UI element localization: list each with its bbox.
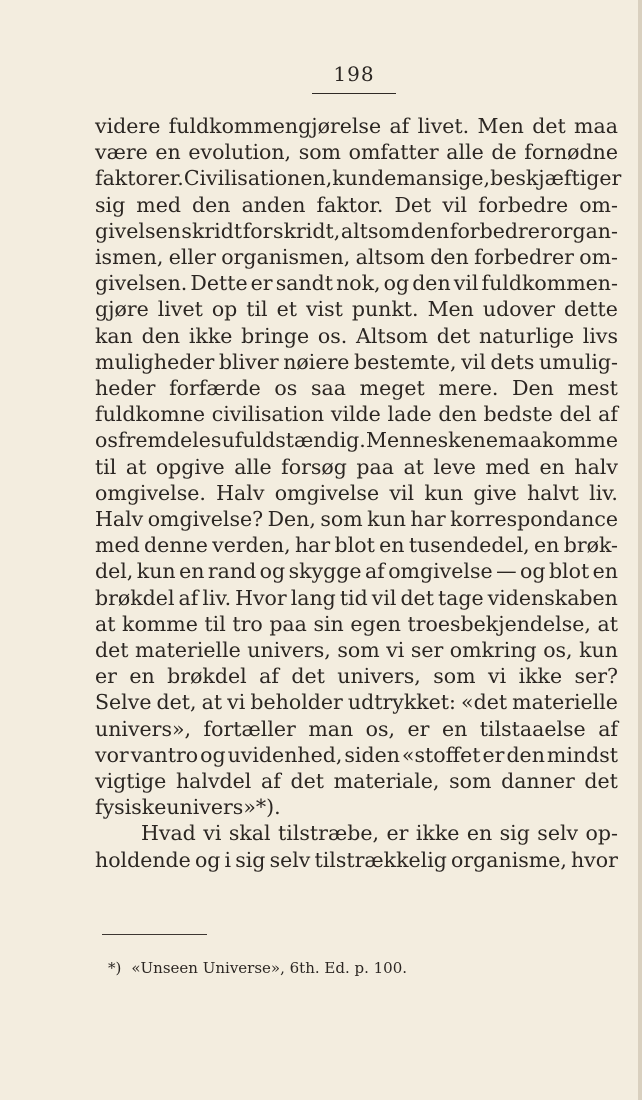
text-line (95, 454, 618, 480)
text-word: heder (95, 376, 156, 401)
text-word: den (438, 402, 477, 427)
text-word: Halv (216, 480, 265, 505)
text-word: som (433, 664, 476, 689)
text-word: leve (433, 454, 476, 479)
text-word: Det (394, 192, 432, 217)
text-word: videre (95, 114, 161, 138)
text-word: skridt (181, 218, 243, 243)
text-line (95, 820, 618, 846)
text-word: omgivelse. (95, 480, 206, 505)
text-word: omfatter (348, 140, 439, 165)
text-word: materielle (135, 638, 241, 663)
header-rule (312, 93, 396, 94)
text-word: har (294, 533, 331, 558)
text-word: op- (585, 821, 618, 846)
text-word: videnskaben (487, 585, 618, 610)
text-word: tage (437, 585, 484, 610)
text-word: punkt. (351, 297, 419, 322)
text-word: til (204, 611, 226, 636)
text-word: faktor. (316, 192, 384, 217)
text-word: den (412, 271, 451, 296)
text-word: lang (290, 585, 336, 610)
text-word: umulig- (538, 349, 618, 374)
text-word: den (192, 192, 231, 217)
text-word: omgivelse (388, 559, 493, 584)
text-word: Dette (190, 271, 248, 296)
text-line (95, 139, 618, 165)
text-word: beholder (250, 690, 343, 715)
text-word: livet (157, 297, 203, 322)
text-word: udtrykket: (347, 690, 456, 715)
text-line (95, 742, 618, 768)
text-line (95, 270, 618, 296)
text-word: det (400, 585, 434, 610)
text-word: en (534, 533, 560, 558)
text-word: troesbekjendelse, (407, 611, 591, 636)
text-word: en (592, 559, 618, 584)
text-line (95, 637, 618, 663)
text-word: af (598, 402, 618, 427)
text-word: lade (387, 402, 432, 427)
text-line (95, 113, 618, 139)
text-word: Den (512, 376, 554, 401)
text-word: brøkdel (167, 664, 247, 689)
text-word: komme (122, 611, 198, 636)
footnote-marker: *) (108, 959, 122, 977)
text-word: er (386, 821, 409, 846)
text-word: er (407, 716, 430, 741)
text-word: korrespondance (450, 507, 618, 532)
text-word: den (506, 742, 545, 767)
text-word: mest (567, 376, 618, 401)
text-word: de (491, 140, 517, 165)
text-word: en (379, 533, 405, 558)
text-word: sig (499, 821, 530, 846)
text-line (95, 689, 618, 715)
text-word: forfærde (169, 376, 261, 401)
text-word: brøk- (563, 533, 618, 558)
text-word: det (95, 638, 129, 663)
text-line (95, 794, 618, 820)
text-word: alle (446, 140, 484, 165)
text-word: et (276, 297, 297, 322)
text-word: selv (269, 847, 311, 872)
text-word: os, (543, 638, 573, 663)
text-line (95, 847, 618, 873)
text-word: kun (136, 559, 176, 584)
text-line (95, 375, 618, 401)
text-word: det (584, 769, 618, 794)
text-word: Menneskene (365, 428, 499, 453)
footnote-text: «Unseen Universe», 6th. Ed. p. 100. (131, 959, 408, 977)
text-word: os, (365, 716, 396, 741)
text-word: eller (168, 245, 216, 270)
text-word: ser? (574, 664, 618, 689)
text-word: tro (232, 611, 263, 636)
text-line (95, 192, 618, 218)
text-word: givelsen (95, 218, 181, 243)
text-word: kun (424, 480, 464, 505)
text-word: ismen, (95, 245, 164, 270)
text-word: os (95, 428, 118, 453)
text-word: fornødne (524, 140, 618, 165)
text-word: vilde (330, 402, 381, 427)
text-word: en (129, 664, 155, 689)
text-word: vi (386, 638, 405, 663)
text-word: livet. (417, 114, 470, 138)
text-word: univers», (95, 716, 192, 741)
text-word: ikke (518, 664, 563, 689)
text-line (95, 585, 618, 611)
page-edge (638, 0, 642, 1100)
text-word: og (194, 847, 221, 872)
text-line (95, 218, 618, 244)
text-word: kan (95, 323, 133, 348)
text-word: blot (548, 559, 590, 584)
text-word: bringe (241, 323, 310, 348)
text-word: forsøg (281, 454, 347, 479)
text-line (95, 296, 618, 322)
text-word: saa (310, 376, 346, 401)
text-word: ikke (415, 821, 460, 846)
text-word: vil (453, 271, 479, 296)
text-word: det (291, 664, 325, 689)
text-word: organisme, (451, 847, 567, 872)
text-word: — (496, 559, 517, 584)
text-word: op (211, 297, 238, 322)
text-word: vi (487, 664, 507, 689)
text-word: sige, (441, 166, 491, 191)
text-line (95, 323, 618, 349)
text-word: fuldkommengjørelse (168, 114, 382, 138)
text-word: af (261, 769, 281, 794)
text-line (95, 506, 618, 532)
text-word: alle (234, 454, 272, 479)
text-word: Hvad (141, 821, 196, 846)
text-word: os. (317, 323, 348, 348)
text-word: tilstræbe, (278, 821, 379, 846)
text-word: en (155, 140, 181, 165)
footnote-rule (102, 934, 207, 935)
text-word: til (95, 454, 117, 479)
body-text (95, 113, 622, 873)
text-word: det (290, 769, 324, 794)
text-word: siden (344, 742, 400, 767)
text-word: er (250, 271, 273, 296)
text-word: kun (579, 638, 618, 663)
text-word: man (396, 166, 442, 191)
text-word: blot (334, 533, 375, 558)
text-word: liv. (589, 480, 618, 505)
text-word: hvor (570, 847, 618, 872)
text-word: Halv (95, 507, 144, 532)
text-word: vi (227, 690, 246, 715)
text-word: vi (203, 821, 222, 846)
text-word: verden, (212, 533, 291, 558)
text-word: danner (501, 769, 575, 794)
footnote (108, 958, 528, 978)
text-word: brøkdel (95, 585, 175, 610)
text-word: vil (389, 480, 415, 505)
text-word: i (224, 847, 232, 872)
text-word: tid (339, 585, 368, 610)
text-word: give (473, 480, 517, 505)
text-word: omgivelse? (147, 507, 264, 532)
text-word: fortæller (203, 716, 296, 741)
text-word: vigtige (95, 769, 167, 794)
text-word: fuldkommen- (481, 271, 618, 296)
text-word: altsom (355, 245, 425, 270)
text-word: opgive (155, 454, 225, 479)
text-word: civilisation (211, 402, 325, 427)
text-word: paa (269, 611, 307, 636)
text-word: skridt, (273, 218, 341, 243)
text-word: at (201, 690, 223, 715)
text-word: vil (461, 349, 486, 374)
text-word: vor (95, 742, 129, 767)
text-word: af (178, 585, 199, 610)
text-word: som (337, 638, 380, 663)
text-word: rand (207, 559, 257, 584)
text-word: ser (410, 638, 444, 663)
text-word: maa (574, 114, 618, 138)
text-word: at (95, 611, 116, 636)
text-line (95, 558, 618, 584)
text-word: egen (350, 611, 401, 636)
text-word: Civilisationen, (183, 166, 333, 191)
text-word: af (389, 114, 410, 138)
text-word: om- (579, 192, 618, 217)
text-line (95, 532, 618, 558)
text-word: som (449, 769, 492, 794)
text-word: materiale, (333, 769, 440, 794)
text-word: og (383, 271, 410, 296)
text-word: den (410, 218, 450, 243)
text-word: tilstrækkelig (314, 847, 447, 872)
text-line (95, 165, 622, 191)
text-word: Men (477, 114, 524, 138)
text-word: for (242, 218, 273, 243)
text-word: paa (356, 454, 394, 479)
text-word: den (141, 323, 181, 348)
text-word: af (259, 664, 279, 689)
text-line (95, 768, 618, 794)
text-word: halvdel (175, 769, 252, 794)
text-word: sin (313, 611, 344, 636)
text-word: at (597, 611, 618, 636)
text-word: anden (241, 192, 306, 217)
text-word: del, (95, 559, 134, 584)
text-word: muligheder (95, 349, 215, 374)
text-word: og (520, 559, 546, 584)
text-word: omkring (449, 638, 537, 663)
text-word: altsom (340, 218, 411, 243)
text-word: halvt (527, 480, 579, 505)
text-word: tilstaaelse (479, 716, 586, 741)
text-word: fuldkomne (95, 402, 206, 427)
text-word: at (403, 454, 424, 479)
text-word: udover (482, 297, 556, 322)
text-word: som (298, 140, 341, 165)
text-word: med (95, 533, 140, 558)
text-word: af (598, 716, 618, 741)
text-word: holdende (95, 847, 191, 872)
text-word: liv. (202, 585, 232, 610)
text-word: dette (564, 297, 618, 322)
text-word: vist (305, 297, 343, 322)
text-word: meget (359, 376, 425, 401)
text-word: omgivelse (274, 480, 380, 505)
text-word: maa (498, 428, 543, 453)
text-line (95, 244, 618, 270)
text-word: os (274, 376, 298, 401)
text-word: fysiske (95, 795, 167, 820)
text-word: organismen, (221, 245, 351, 270)
text-word: givelsen. (95, 271, 188, 296)
text-word: ikke (188, 323, 233, 348)
text-word: organ- (550, 218, 618, 243)
text-line (95, 663, 618, 689)
text-word: uvidenhed, (227, 742, 343, 767)
text-word: sig (235, 847, 266, 872)
text-word: vil (442, 192, 468, 217)
text-word: skal (228, 821, 271, 846)
text-word: med (485, 454, 531, 479)
text-word: beskjæftiger (490, 166, 622, 191)
text-word: har (410, 507, 446, 532)
text-word: forbedre (478, 192, 569, 217)
text-word: Selve (95, 690, 152, 715)
text-word: mere. (438, 376, 499, 401)
text-word: det, (156, 690, 197, 715)
text-line (95, 349, 618, 375)
text-line (95, 716, 618, 742)
text-word: univers, (337, 664, 421, 689)
text-word: og (200, 742, 226, 767)
text-word: gjøre (95, 297, 149, 322)
text-word: naturlige (478, 323, 575, 348)
text-word: univers, (247, 638, 331, 663)
text-word: forbedrer (449, 218, 550, 243)
text-word: være (95, 140, 148, 165)
text-word: til (246, 297, 268, 322)
text-line (95, 401, 618, 427)
text-line (95, 611, 618, 637)
text-word: bedste (483, 402, 553, 427)
text-line (95, 427, 618, 453)
page-number: 198 (333, 62, 375, 86)
text-word: er (95, 664, 117, 689)
text-word: en (441, 716, 468, 741)
text-word: Men (427, 297, 474, 322)
text-word: med (136, 192, 181, 217)
text-word: en (539, 454, 565, 479)
text-word: «det (461, 690, 508, 715)
text-word: vantro (130, 742, 199, 767)
text-word: en (179, 559, 205, 584)
text-word: Hvor (235, 585, 287, 610)
text-word: at (125, 454, 147, 479)
text-word: livs (582, 323, 618, 348)
text-word: det (436, 323, 471, 348)
text-word: halv (574, 454, 618, 479)
text-word: bliver (218, 349, 279, 374)
text-line (95, 480, 618, 506)
text-word: er (482, 742, 505, 767)
text-word: det (532, 114, 566, 138)
text-word: bestemte, (353, 349, 457, 374)
text-word: Altsom (356, 323, 428, 348)
text-word: kun (367, 507, 406, 532)
text-word: om- (579, 245, 618, 270)
text-word: «stoffet (401, 742, 481, 767)
text-word: og (259, 559, 286, 584)
text-word: sandt (275, 271, 333, 296)
text-word: skygge (288, 559, 362, 584)
text-word: man (308, 716, 354, 741)
text-word: materielle (512, 690, 618, 715)
text-word: selv (537, 821, 579, 846)
text-word: af (364, 559, 385, 584)
text-word: kunde (332, 166, 397, 191)
text-word: den (430, 245, 469, 270)
text-word: nok, (336, 271, 381, 296)
text-word: mindst (546, 742, 618, 767)
text-word: fremdeles (118, 428, 222, 453)
text-word: dets (490, 349, 535, 374)
text-word: sig (95, 192, 126, 217)
text-word: univers»*). (166, 795, 281, 820)
text-word: som (320, 507, 363, 532)
text-word: tusendedel, (408, 533, 530, 558)
text-word: evolution, (188, 140, 292, 165)
text-word: forbedrer (474, 245, 574, 270)
text-word: denne (144, 533, 208, 558)
text-word: en (466, 821, 493, 846)
text-word: Den, (267, 507, 316, 532)
text-word: ufuldstændig. (221, 428, 366, 453)
text-word: del (559, 402, 592, 427)
text-word: faktorer. (95, 166, 184, 191)
text-word: vil (371, 585, 397, 610)
text-word: komme (542, 428, 618, 453)
text-word: nøiere (283, 349, 350, 374)
